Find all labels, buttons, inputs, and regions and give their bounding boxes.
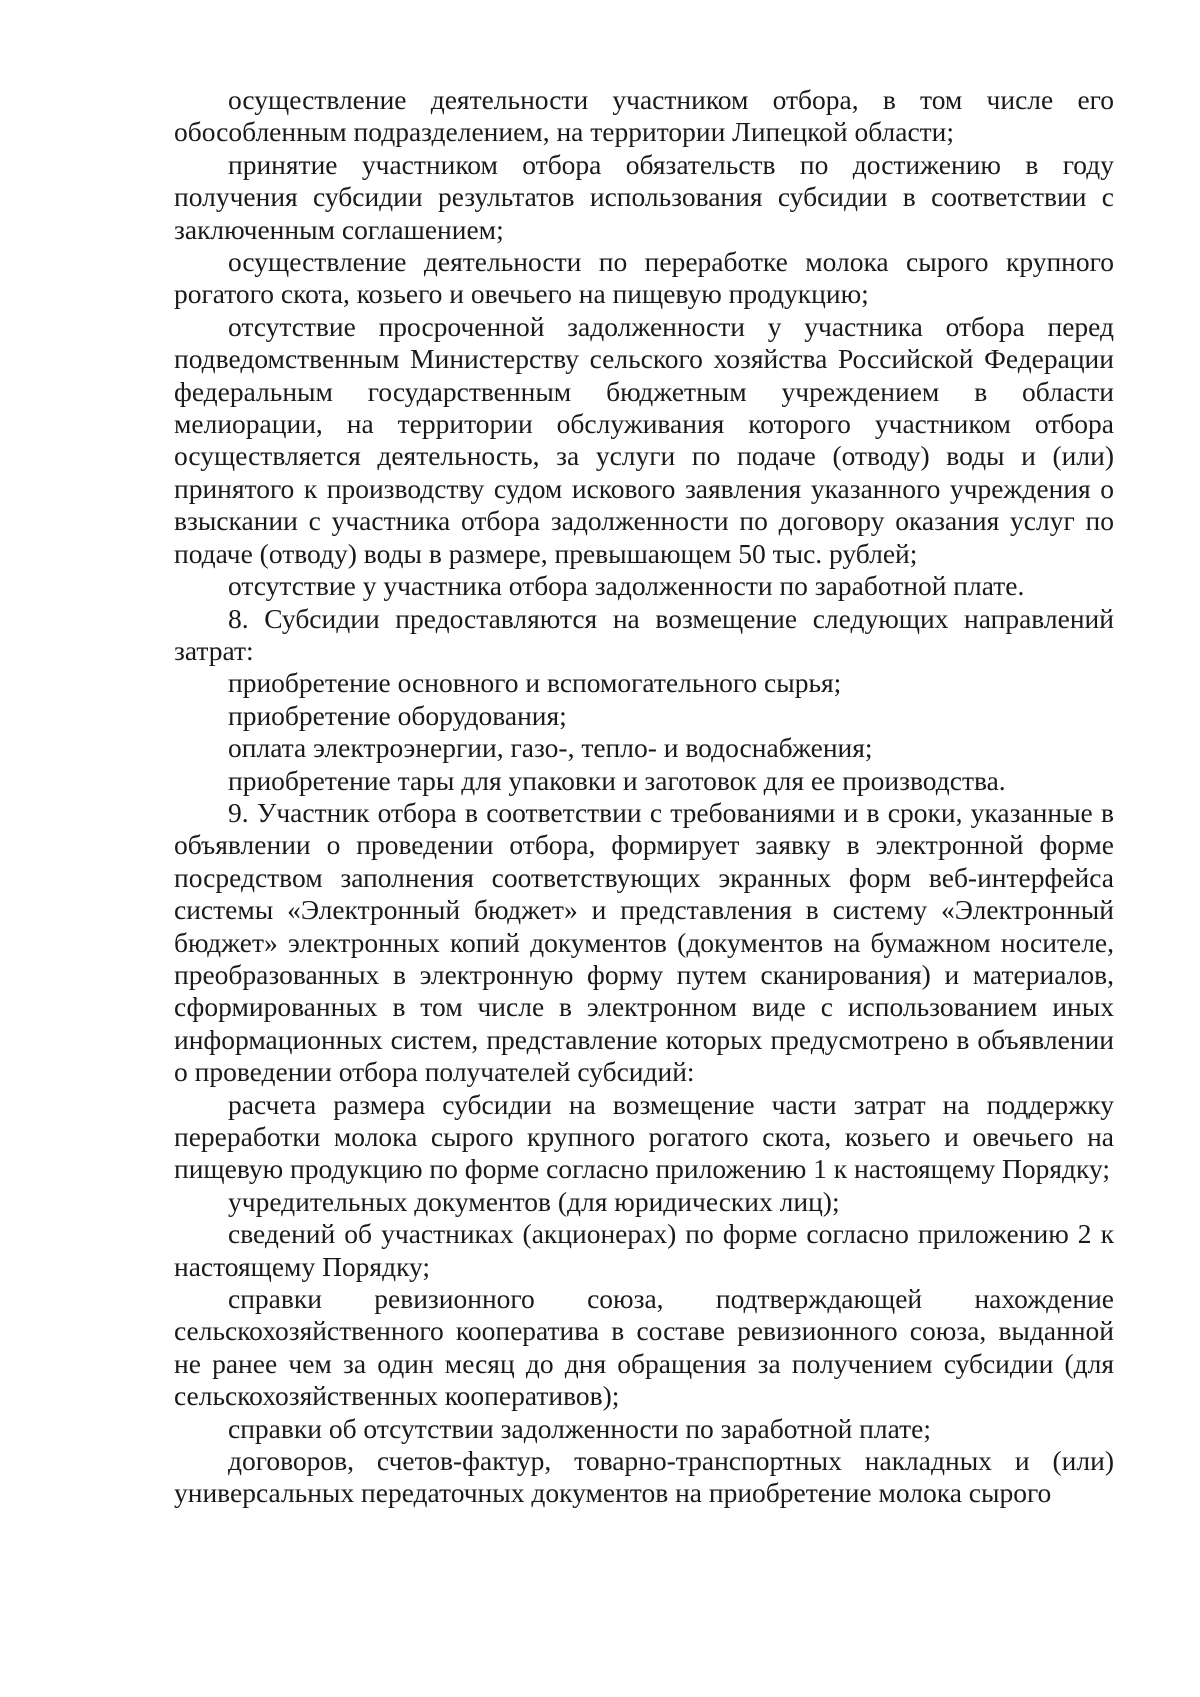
- paragraph: принятие участником отбора обязательств по достижению в году получения субсидии результатов использования субсидии в соответствии с заключенным соглашением;: [174, 148, 1114, 245]
- paragraph: отсутствие у участника отбора задолженности по заработной плате.: [228, 570, 1025, 602]
- paragraph: приобретение оборудования;: [228, 699, 567, 731]
- paragraph: осуществление деятельности участником отбора, в том числе его обособленным подразделением, на территории Липецкой области;: [174, 84, 1114, 148]
- paragraph: осуществление деятельности по переработке молока сырого крупного рогатого скота, козьего и овечьего на пищевую продукцию;: [174, 246, 1114, 310]
- paragraph: справки ревизионного союза, подтверждающей нахождение сельскохозяйственного кооператива в составе ревизионного союза, выданной не ранее чем за один месяц до дня обращения за получением субсидии (для сельскохозяйственных кооперативов);: [174, 1283, 1114, 1412]
- paragraph: 8. Субсидии предоставляются на возмещение следующих направлений затрат:: [174, 602, 1114, 666]
- document-page: [174, 84, 1114, 1510]
- paragraph: 9. Участник отбора в соответствии с требованиями и в сроки, указанные в объявлении о проведении отбора, формирует заявку в электронной форме посредством заполнения соответствующих экранных форм веб-интерфейса системы «Электронный бюджет» и представления в систему «Электронный бюджет» электронных копий документов (документов на бумажном носителе, преобразованных в электронную форму путем сканирования) и материалов, сформированных в том числе в электронном виде с использованием иных информационных систем, представление которых предусмотрено в объявлении о проведении отбора получателей субсидий:: [174, 796, 1114, 1088]
- paragraph: сведений об участниках (акционерах) по форме согласно приложению 2 к настоящему Порядку;: [174, 1218, 1114, 1282]
- paragraph: приобретение основного и вспомогательного сырья;: [228, 667, 842, 699]
- paragraph: оплата электроэнергии, газо-, тепло- и водоснабжения;: [228, 732, 873, 764]
- paragraph: приобретение тары для упаковки и заготовок для ее производства.: [228, 764, 1006, 796]
- paragraph: договоров, счетов-фактур, товарно-транспортных накладных и (или) универсальных передаточных документов на приобретение молока сырого: [174, 1445, 1114, 1509]
- paragraph: учредительных документов (для юридических лиц);: [228, 1185, 840, 1217]
- paragraph: расчета размера субсидии на возмещение части затрат на поддержку переработки молока сырого крупного рогатого скота, козьего и овечьего на пищевую продукцию по форме согласно приложению 1 к настоящему Порядку;: [174, 1088, 1114, 1185]
- paragraph: справки об отсутствии задолженности по заработной плате;: [228, 1412, 931, 1444]
- paragraph: отсутствие просроченной задолженности у участника отбора перед подведомственным Министерству сельского хозяйства Российской Федерации федеральным государственным бюджетным учреждением в области мелиорации, на территории обслуживания которого участником отбора осуществляется деятельность, за услуги по подаче (отводу) воды и (или) принятого к производству судом искового заявления указанного учреждения о взыскании с участника отбора задолженности по договору оказания услуг по подаче (отводу) воды в размере, превышающем 50 тыс. рублей;: [174, 310, 1114, 569]
